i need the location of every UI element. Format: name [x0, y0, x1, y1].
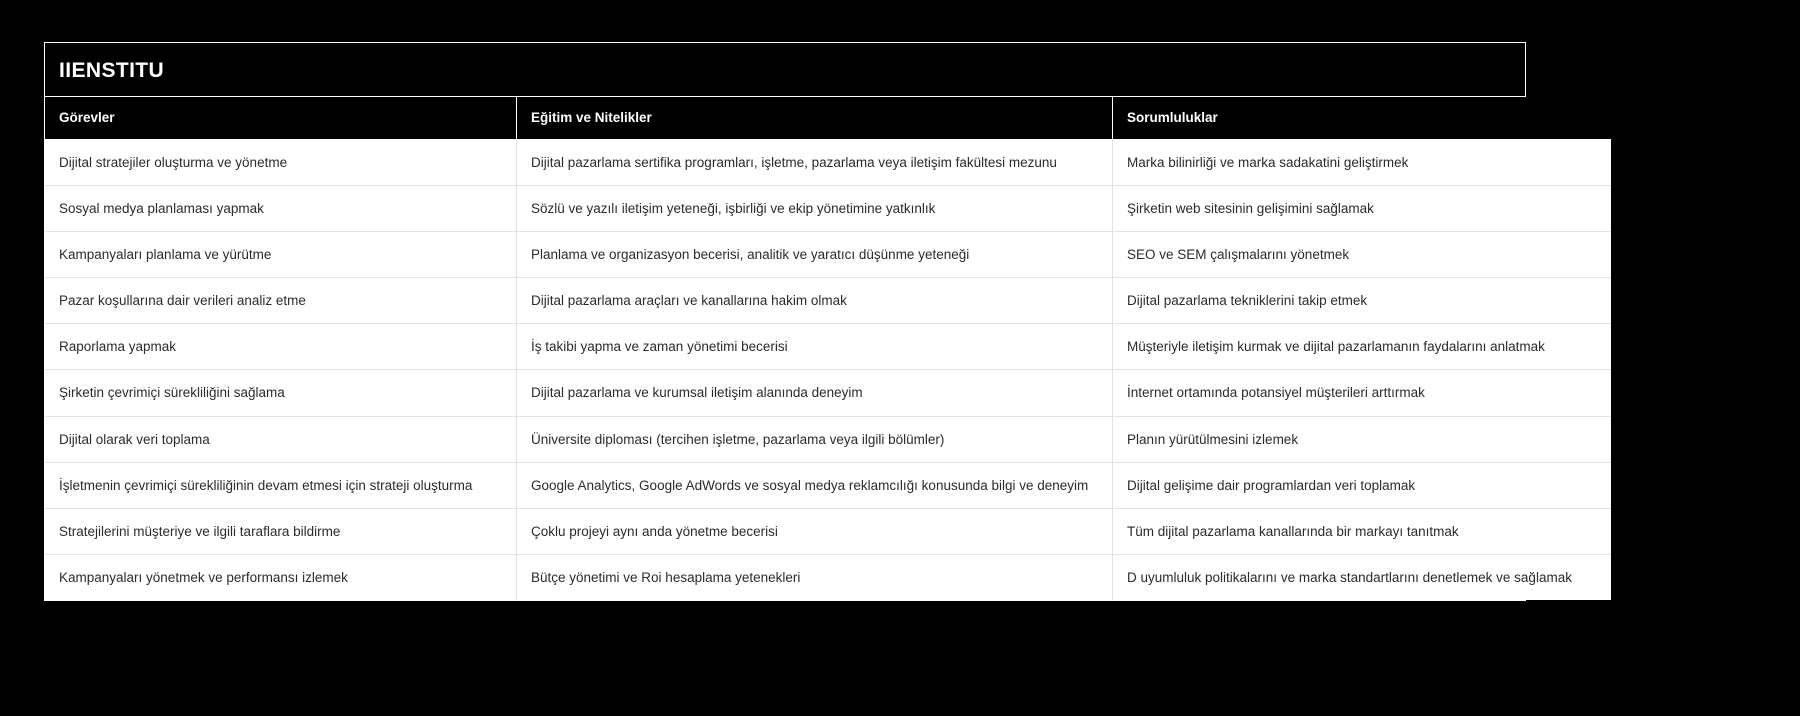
- table-row: [45, 370, 1611, 416]
- cell-egitim: Dijital pazarlama araçları ve kanallarına hakim olmak: [517, 278, 1113, 324]
- cell-sorumluluklar: Dijital pazarlama tekniklerini takip etmek: [1113, 278, 1612, 324]
- cell-sorumluluklar: Müşteriyle iletişim kurmak ve dijital pazarlamanın faydalarını anlatmak: [1113, 324, 1612, 370]
- brand-title: IIENSTITU: [59, 59, 165, 82]
- cell-sorumluluklar: İnternet ortamında potansiyel müşterileri arttırmak: [1113, 370, 1612, 416]
- table-row: [45, 185, 1611, 231]
- table-row: [45, 139, 1611, 185]
- table-header-row: [45, 97, 1611, 139]
- table-row: [45, 555, 1611, 601]
- cell-gorevler: Stratejilerini müşteriye ve ilgili taraflara bildirme: [45, 508, 517, 554]
- roles-table: [45, 97, 1611, 600]
- column-header-sorumluluklar[interactable]: Sorumluluklar: [1113, 97, 1612, 139]
- cell-egitim: Dijital pazarlama ve kurumsal iletişim alanında deneyim: [517, 370, 1113, 416]
- cell-gorevler: Pazar koşullarına dair verileri analiz etme: [45, 278, 517, 324]
- table-row: [45, 462, 1611, 508]
- cell-gorevler: Dijital stratejiler oluşturma ve yönetme: [45, 139, 517, 185]
- cell-sorumluluklar: D uyumluluk politikalarını ve marka standartlarını denetlemek ve sağlamak: [1113, 555, 1612, 601]
- table-row: [45, 508, 1611, 554]
- cell-sorumluluklar: Tüm dijital pazarlama kanallarında bir markayı tanıtmak: [1113, 508, 1612, 554]
- table-row: [45, 416, 1611, 462]
- cell-egitim: Bütçe yönetimi ve Roi hesaplama yetenekleri: [517, 555, 1113, 601]
- column-header-gorevler[interactable]: Görevler: [45, 97, 517, 139]
- column-header-egitim-ve-nitelikler[interactable]: Eğitim ve Nitelikler: [517, 97, 1113, 139]
- cell-gorevler: Dijital olarak veri toplama: [45, 416, 517, 462]
- table-card: [44, 42, 1572, 601]
- cell-egitim: Çoklu projeyi aynı anda yönetme becerisi: [517, 508, 1113, 554]
- brand-bar: [45, 43, 1525, 97]
- cell-gorevler: Raporlama yapmak: [45, 324, 517, 370]
- table-row: [45, 231, 1611, 277]
- cell-gorevler: Kampanyaları planlama ve yürütme: [45, 231, 517, 277]
- table-body: [45, 139, 1611, 600]
- cell-egitim: Google Analytics, Google AdWords ve sosyal medya reklamcılığı konusunda bilgi ve deneyim: [517, 462, 1113, 508]
- cell-sorumluluklar: Marka bilinirliği ve marka sadakatini geliştirmek: [1113, 139, 1612, 185]
- cell-sorumluluklar: Planın yürütülmesini izlemek: [1113, 416, 1612, 462]
- cell-gorevler: Sosyal medya planlaması yapmak: [45, 185, 517, 231]
- cell-egitim: Sözlü ve yazılı iletişim yeteneği, işbirliği ve ekip yönetimine yatkınlık: [517, 185, 1113, 231]
- cell-sorumluluklar: Dijital gelişime dair programlardan veri toplamak: [1113, 462, 1612, 508]
- cell-egitim: Dijital pazarlama sertifika programları, işletme, pazarlama veya iletişim fakültesi mezunu: [517, 139, 1113, 185]
- cell-egitim: Üniversite diploması (tercihen işletme, pazarlama veya ilgili bölümler): [517, 416, 1113, 462]
- cell-gorevler: Kampanyaları yönetmek ve performansı izlemek: [45, 555, 517, 601]
- cell-gorevler: Şirketin çevrimiçi sürekliliğini sağlama: [45, 370, 517, 416]
- cell-sorumluluklar: SEO ve SEM çalışmalarını yönetmek: [1113, 231, 1612, 277]
- cell-gorevler: İşletmenin çevrimiçi sürekliliğinin devam etmesi için strateji oluşturma: [45, 462, 517, 508]
- table-row: [45, 278, 1611, 324]
- cell-egitim: İş takibi yapma ve zaman yönetimi becerisi: [517, 324, 1113, 370]
- table-row: [45, 324, 1611, 370]
- cell-egitim: Planlama ve organizasyon becerisi, analitik ve yaratıcı düşünme yeteneği: [517, 231, 1113, 277]
- table-head: [45, 97, 1611, 139]
- cell-sorumluluklar: Şirketin web sitesinin gelişimini sağlamak: [1113, 185, 1612, 231]
